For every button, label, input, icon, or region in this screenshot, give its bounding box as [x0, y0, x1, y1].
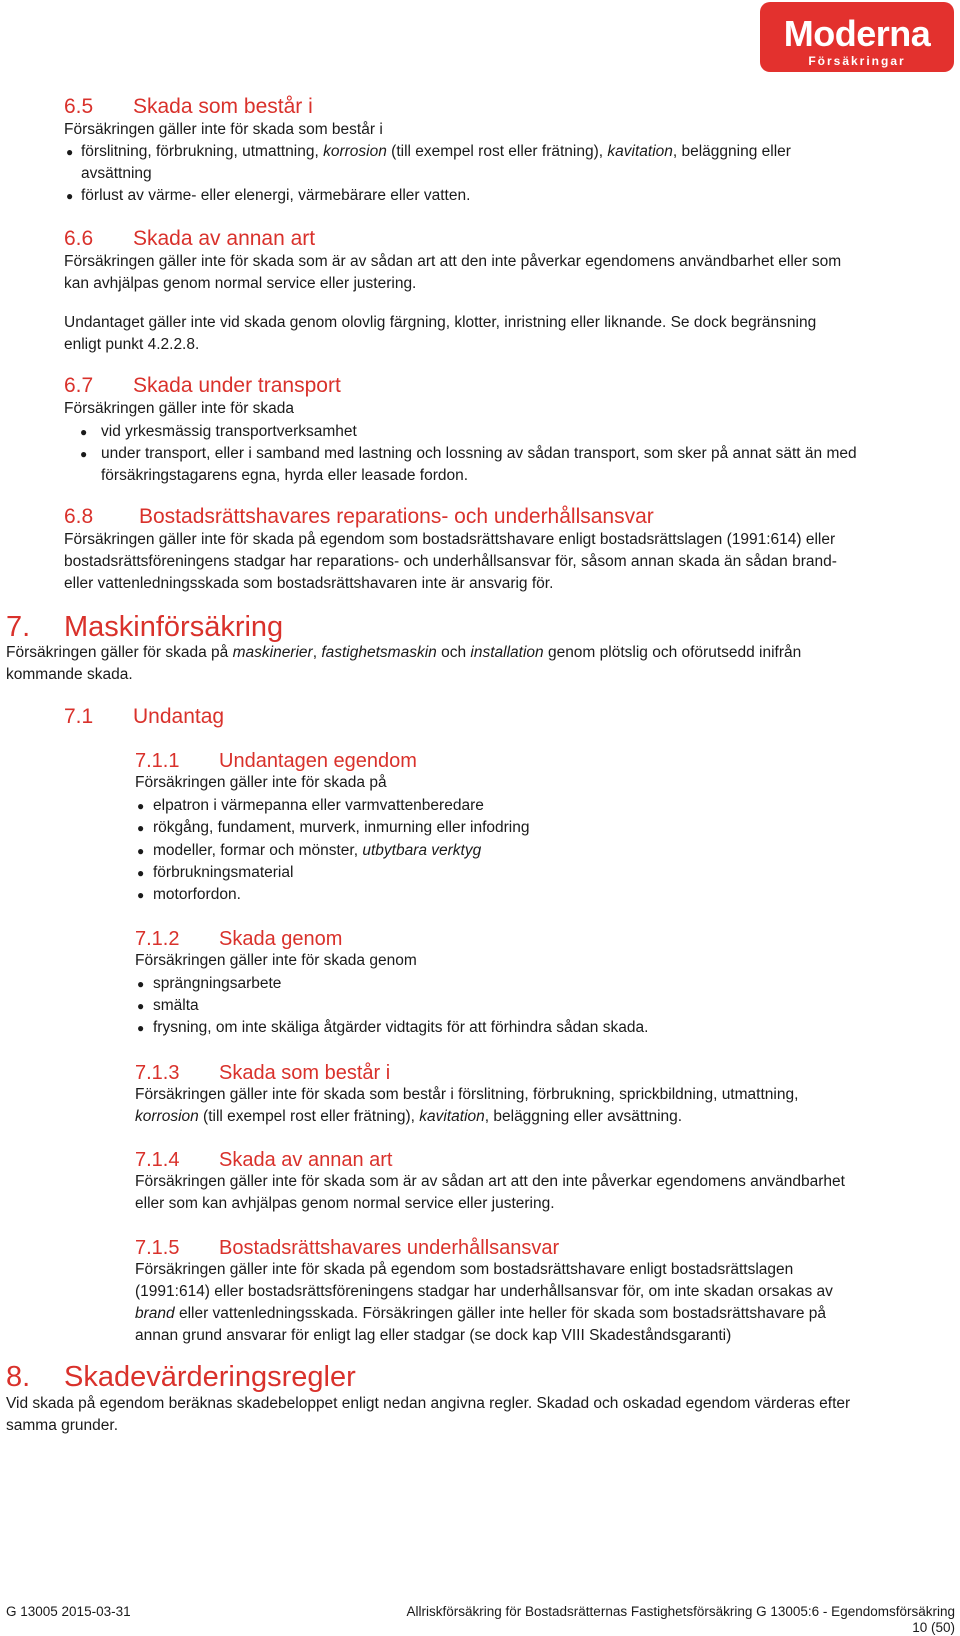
list-item: sprängningsarbete	[153, 975, 282, 992]
bullet-icon: ●	[137, 1021, 145, 1035]
bullet-icon: ●	[80, 447, 88, 461]
paragraph-line: Försäkringen gäller inte för skada som består i förslitning, förbrukning, sprickbildning, utmattning,	[135, 1086, 799, 1103]
bullet-icon: ●	[80, 425, 88, 439]
paragraph-line: Försäkringen gäller inte för skada på egendom som bostadsrättshavare enligt bostadsrättslagen	[135, 1261, 794, 1278]
section-title: Skada genom	[219, 928, 343, 950]
section-title: Undantag	[133, 705, 225, 728]
heading-7-1-4	[135, 1147, 392, 1173]
logo-subtitle: Försäkringar	[808, 54, 906, 68]
list-item: frysning, om inte skäliga åtgärder vidtagits för att förhindra sådan skada.	[153, 1019, 649, 1036]
section-number: 7.	[6, 611, 31, 643]
section-number: 7.1.1	[135, 750, 180, 772]
heading-8	[6, 1360, 356, 1394]
footer-page-number: 10 (50)	[912, 1620, 955, 1635]
bullet-icon: ●	[137, 866, 145, 880]
paragraph-line: eller som kan avhjälpas genom normal service eller justering.	[135, 1195, 555, 1212]
list-item: rökgång, fundament, murverk, inmurning eller infodring	[153, 819, 530, 836]
paragraph-line: Försäkringen gäller inte för skada som är av sådan art att den inte påverkar egendomens användbarhet	[135, 1173, 845, 1190]
section-title: Skada som består i	[219, 1062, 391, 1084]
heading-7-1-1	[135, 748, 417, 774]
moderna-logo	[760, 2, 954, 72]
footer-doc-id: G 13005 2015-03-31	[6, 1604, 131, 1619]
section-title: Bostadsrättshavares reparations- och underhållsansvar	[139, 505, 654, 528]
paragraph-line: enligt punkt 4.2.2.8.	[64, 336, 200, 353]
section-title: Skada som består i	[133, 95, 313, 118]
paragraph-line: Försäkringen gäller inte för skada som är av sådan art att den inte påverkar egendomens användbarhet eller som	[64, 253, 842, 270]
paragraph-line: annan grund ansvarar för enligt lag eller stadgar (se dock kap VIII Skadeståndsgaranti)	[135, 1327, 732, 1344]
section-number: 7.1	[64, 705, 94, 728]
heading-6-7	[64, 373, 341, 399]
section-title: Undantagen egendom	[219, 750, 417, 772]
paragraph-line: (1991:614) eller bostadsrättsföreningens stadgar har underhållsansvar för, om inte skadan orsakas av	[135, 1283, 833, 1300]
paragraph-line: Försäkringen gäller för skada på maskinerier, fastighetsmaskin och installation genom plötslig och oförutsedd inifrån	[6, 644, 802, 661]
paragraph-line: korrosion (till exempel rost eller frätning), kavitation, beläggning eller avsättning.	[135, 1108, 683, 1125]
list-item: smälta	[153, 997, 199, 1014]
heading-6-6	[64, 226, 315, 252]
paragraph-line: kommande skada.	[6, 666, 133, 683]
list-item: under transport, eller i samband med lastning och lossning av sådan transport, som sker på annat sätt än med	[101, 445, 857, 462]
section-number: 7.1.2	[135, 928, 180, 950]
paragraph-line: samma grunder.	[6, 1417, 118, 1434]
section-number: 6.6	[64, 227, 94, 250]
list-item: förslitning, förbrukning, utmattning, korrosion (till exempel rost eller frätning), kavitation, beläggning eller	[81, 143, 791, 160]
paragraph-line: bostadsrättsföreningens stadgar har reparations- och underhållsansvar för, såsom annan skada än sådan brand-	[64, 553, 837, 570]
bullet-icon: ●	[137, 999, 145, 1013]
paragraph-line: kan avhjälpas genom normal service eller justering.	[64, 275, 417, 292]
list-item-continued: försäkringstagarens egna, hyrda eller leasade fordon.	[101, 467, 469, 484]
logo-name: Moderna	[783, 13, 931, 54]
list-item: vid yrkesmässig transportverksamhet	[101, 423, 357, 440]
bullet-icon: ●	[137, 799, 145, 813]
bullet-icon: ●	[66, 145, 74, 159]
bullet-icon: ●	[137, 844, 145, 858]
section-number: 8.	[6, 1361, 31, 1393]
heading-7-1-5	[135, 1235, 559, 1261]
paragraph-line: Försäkringen gäller inte för skada på egendom som bostadsrättshavare enligt bostadsrättslagen (1991:614) eller	[64, 531, 836, 548]
list-item: motorfordon.	[153, 886, 241, 903]
paragraph: Försäkringen gäller inte för skada som består i	[64, 121, 383, 138]
list-item: förlust av värme- eller elenergi, värmebärare eller vatten.	[81, 187, 471, 204]
heading-7-1-3	[135, 1060, 390, 1086]
section-number: 6.7	[64, 374, 94, 397]
list-item: modeller, formar och mönster, utbytbara verktyg	[153, 842, 482, 859]
section-title: Skada av annan art	[133, 227, 316, 250]
bullet-icon: ●	[66, 189, 74, 203]
section-number: 6.5	[64, 95, 94, 118]
section-title: Skadevärderingsregler	[64, 1361, 356, 1393]
list-item-continued: avsättning	[81, 165, 152, 182]
list-item: elpatron i värmepanna eller varmvattenberedare	[153, 797, 484, 814]
paragraph-line: Undantaget gäller inte vid skada genom olovlig färgning, klotter, inristning eller liknande. Se dock begränsning	[64, 314, 817, 331]
section-number: 7.1.4	[135, 1149, 180, 1171]
section-number: 6.8	[64, 505, 94, 528]
heading-6-8	[64, 504, 654, 530]
heading-7	[6, 610, 283, 644]
heading-7-1	[64, 704, 224, 730]
list-item: förbrukningsmaterial	[153, 864, 294, 881]
paragraph: Försäkringen gäller inte för skada genom	[135, 952, 417, 969]
bullet-icon: ●	[137, 888, 145, 902]
heading-7-1-2	[135, 926, 342, 952]
footer-title: Allriskförsäkring för Bostadsrätternas Fastighetsförsäkring G 13005:6 - Egendomsförsäkring	[406, 1604, 955, 1619]
paragraph-line: Vid skada på egendom beräknas skadebeloppet enligt nedan angivna regler. Skadad och oskadad egendom värderas efter	[6, 1395, 851, 1412]
section-number: 7.1.3	[135, 1062, 180, 1084]
section-title: Maskinförsäkring	[64, 611, 284, 643]
paragraph-line: brand eller vattenledningsskada. Försäkringen gäller inte heller för skada som bostadsrättshavare på	[135, 1305, 827, 1322]
paragraph: Försäkringen gäller inte för skada	[64, 400, 295, 417]
heading-6-5	[64, 94, 313, 120]
bullet-icon: ●	[137, 821, 145, 835]
bullet-icon: ●	[137, 977, 145, 991]
section-title: Skada av annan art	[219, 1149, 393, 1171]
paragraph-line: eller vattenledningsskada som bostadsrättshavaren inte är ansvarig för.	[64, 575, 554, 592]
paragraph: Försäkringen gäller inte för skada på	[135, 774, 387, 791]
section-title: Bostadsrättshavares underhållsansvar	[219, 1237, 560, 1259]
section-title: Skada under transport	[133, 374, 341, 397]
section-number: 7.1.5	[135, 1237, 180, 1259]
